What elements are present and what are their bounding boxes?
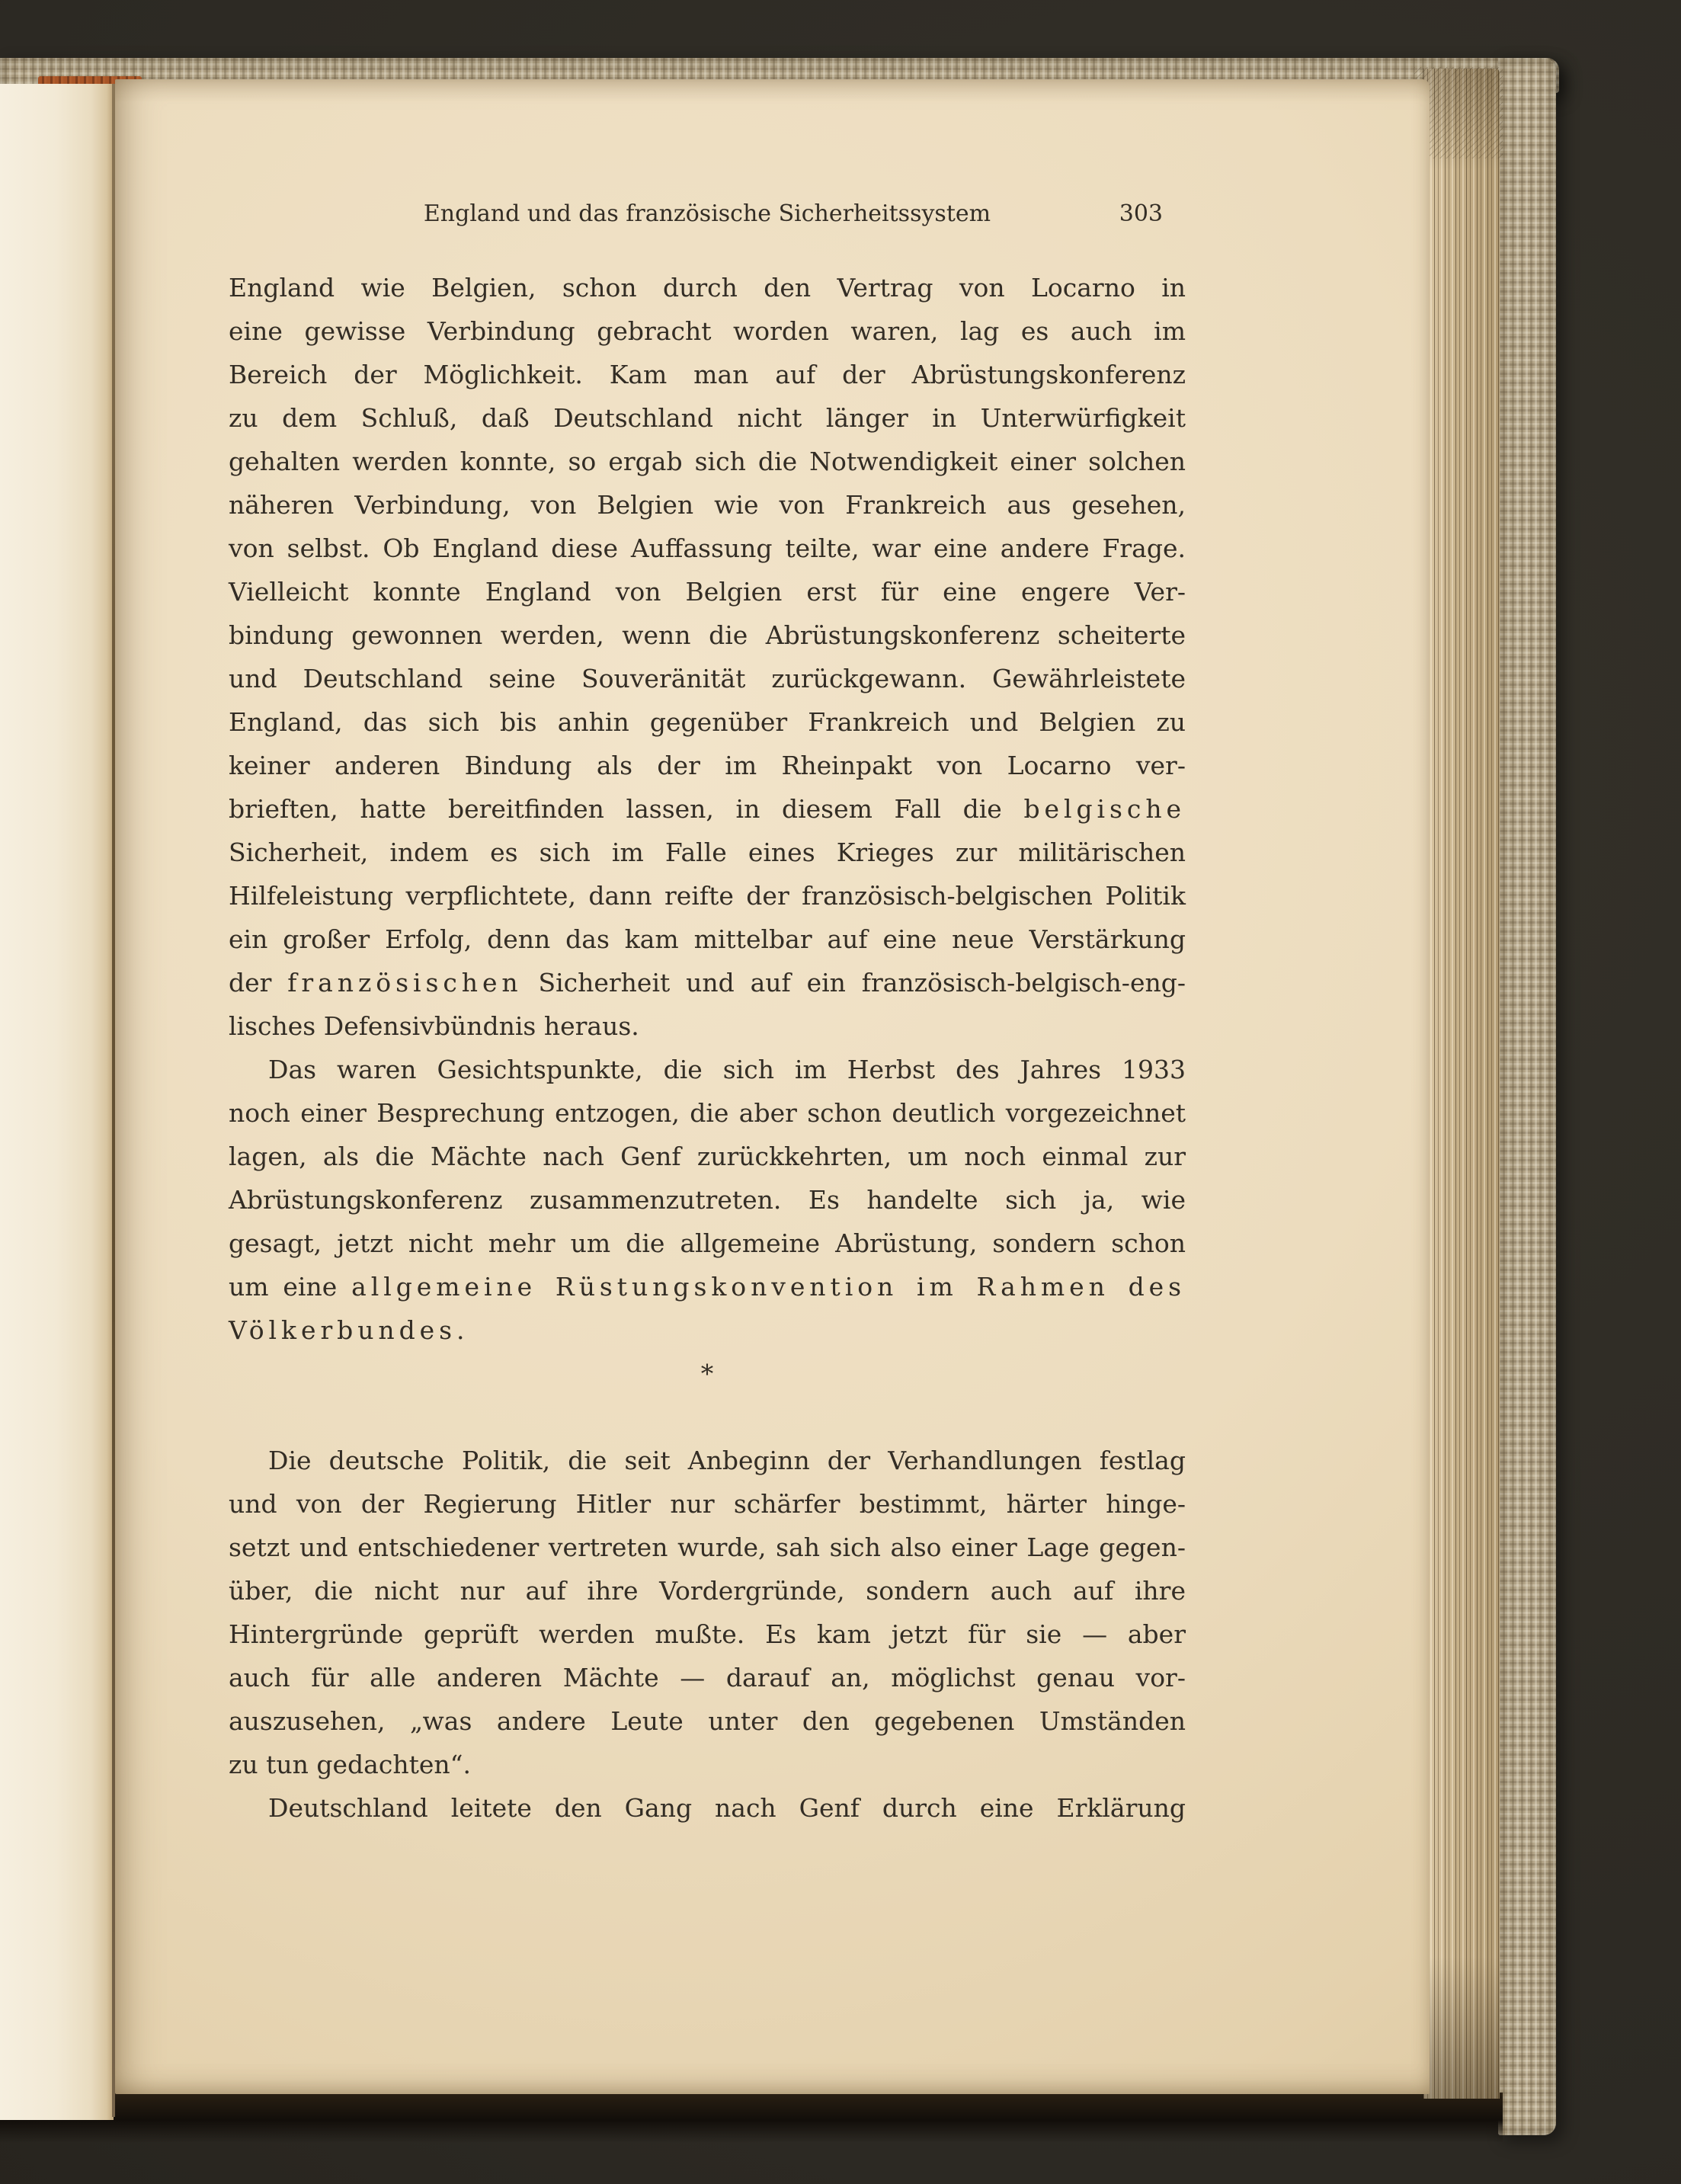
text-segment: näheren Verbindung, von Belgien wie von Frankreich aus gesehen,	[229, 490, 1186, 520]
running-header	[229, 192, 1186, 235]
text-line	[229, 1004, 1186, 1048]
text-segment: bindung gewonnen werden, wenn die Abrüstungskonferenz scheiterte	[229, 620, 1186, 650]
page-edges-stack	[1423, 69, 1500, 2099]
text-segment: von selbst. Ob England diese Auffassung teilte, war eine andere Frage.	[229, 533, 1186, 563]
text-line	[229, 353, 1186, 396]
text-segment: Sicherheit und auf ein französisch-belgisch-eng-	[522, 968, 1186, 998]
text-line	[229, 1178, 1186, 1222]
text-line	[229, 1482, 1186, 1526]
text-line	[229, 266, 1186, 309]
text-line	[229, 1786, 1186, 1830]
text-line	[229, 1526, 1186, 1569]
left-page-edge	[0, 84, 114, 2120]
text-line	[229, 1135, 1186, 1178]
text-line	[229, 831, 1186, 874]
text-segment: ein großer Erfolg, denn das kam mittelbar auf eine neue Verstärkung	[229, 924, 1186, 954]
text-line	[229, 917, 1186, 961]
text-line	[229, 396, 1186, 440]
text-line	[229, 1699, 1186, 1743]
text-line	[229, 1222, 1186, 1265]
text-segment: um eine	[229, 1272, 352, 1302]
text-segment: keiner anderen Bindung als der im Rheinpakt von Locarno ver-	[229, 751, 1186, 780]
blank-line	[229, 1395, 1186, 1439]
text-line	[229, 1308, 1186, 1352]
text-line	[229, 1743, 1186, 1786]
text-line	[229, 1612, 1186, 1656]
text-segment: der	[229, 968, 288, 998]
text-segment: zu tun gedachten“.	[229, 1750, 471, 1779]
text-segment: noch einer Besprechung entzogen, die aber schon deutlich vorgezeichnet	[229, 1098, 1186, 1128]
text-segment: England, das sich bis anhin gegenüber Frankreich und Belgien zu	[229, 707, 1186, 737]
text-line	[229, 309, 1186, 353]
book-cover-cloth-right	[1498, 58, 1556, 2135]
text-segment: Deutschland leitete den Gang nach Genf durch eine Erklärung	[268, 1793, 1186, 1823]
text-segment: auszusehen, „was andere Leute unter den gegebenen Umständen	[229, 1706, 1186, 1736]
text-segment: lagen, als die Mächte nach Genf zurückkehrten, um noch einmal zur	[229, 1142, 1186, 1171]
text-segment: Bereich der Möglichkeit. Kam man auf der Abrüstungskonferenz	[229, 360, 1186, 389]
text-segment: Abrüstungskonferenz zusammenzutreten. Es handelte sich ja, wie	[229, 1185, 1186, 1215]
text-line	[229, 657, 1186, 700]
letterspaced-text: Völkerbundes.	[229, 1315, 469, 1345]
text-line	[229, 700, 1186, 744]
text-line	[229, 527, 1186, 570]
letterspaced-text: französischen	[287, 968, 523, 998]
text-segment: auch für alle anderen Mächte — darauf an, möglichst genau vor-	[229, 1663, 1186, 1692]
text-segment: England wie Belgien, schon durch den Vertrag von Locarno in	[229, 273, 1186, 303]
text-line	[229, 787, 1186, 831]
text-line	[229, 961, 1186, 1004]
text-segment: Die deutsche Politik, die seit Anbeginn der Verhandlungen festlag	[268, 1446, 1186, 1475]
text-line	[229, 1265, 1186, 1308]
text-segment: brieften, hatte bereitfinden lassen, in diesem Fall die	[229, 794, 1024, 824]
body-text	[229, 266, 1186, 1830]
running-header-title: England und das französische Sicherheitssystem	[423, 200, 991, 227]
text-segment: über, die nicht nur auf ihre Vordergründe, sondern auch auf ihre	[229, 1576, 1186, 1606]
text-segment: zu dem Schluß, daß Deutschland nicht länger in Unterwürfigkeit	[229, 403, 1186, 433]
text-segment: gehalten werden konnte, so ergab sich die Notwendigkeit einer solchen	[229, 447, 1186, 476]
text-segment: Hilfeleistung verpflichtete, dann reifte der französisch-belgischen Politik	[229, 881, 1186, 911]
text-segment: eine gewisse Verbindung gebracht worden waren, lag es auch im	[229, 316, 1186, 346]
text-segment: Sicherheit, indem es sich im Falle eines Krieges zur militärischen	[229, 837, 1186, 867]
text-line	[229, 874, 1186, 917]
letterspaced-text: belgische	[1023, 794, 1186, 824]
text-line	[229, 570, 1186, 613]
text-line	[229, 483, 1186, 527]
book-bottom-shadow	[0, 2093, 1503, 2143]
text-line	[229, 1569, 1186, 1612]
letterspaced-text: allgemeine Rüstungskonvention im Rahmen des	[351, 1272, 1186, 1302]
text-line	[229, 1048, 1186, 1091]
text-line	[229, 1656, 1186, 1699]
text-line	[229, 613, 1186, 657]
text-line	[229, 440, 1186, 483]
text-segment: setzt und entschiedener vertreten wurde, sah sich also einer Lage gegen-	[229, 1532, 1186, 1562]
page-number: 303	[1119, 200, 1163, 227]
text-segment: Vielleicht konnte England von Belgien erst für eine engere Ver-	[229, 577, 1186, 607]
book-page	[115, 79, 1430, 2094]
text-segment: Hintergründe geprüft werden mußte. Es kam jetzt für sie — aber	[229, 1619, 1186, 1649]
text-line	[229, 1439, 1186, 1482]
text-segment: *	[700, 1359, 714, 1388]
text-segment: lisches Defensivbündnis heraus.	[229, 1011, 639, 1041]
text-segment: und Deutschland seine Souveränität zurückgewann. Gewährleistete	[229, 664, 1186, 693]
text-line	[229, 1091, 1186, 1135]
text-segment: Das waren Gesichtspunkte, die sich im Herbst des Jahres 1933	[268, 1055, 1186, 1084]
text-line	[229, 744, 1186, 787]
text-segment: gesagt, jetzt nicht mehr um die allgemeine Abrüstung, sondern schon	[229, 1228, 1186, 1258]
section-divider	[229, 1352, 1186, 1395]
text-segment: und von der Regierung Hitler nur schärfer bestimmt, härter hinge-	[229, 1489, 1186, 1519]
